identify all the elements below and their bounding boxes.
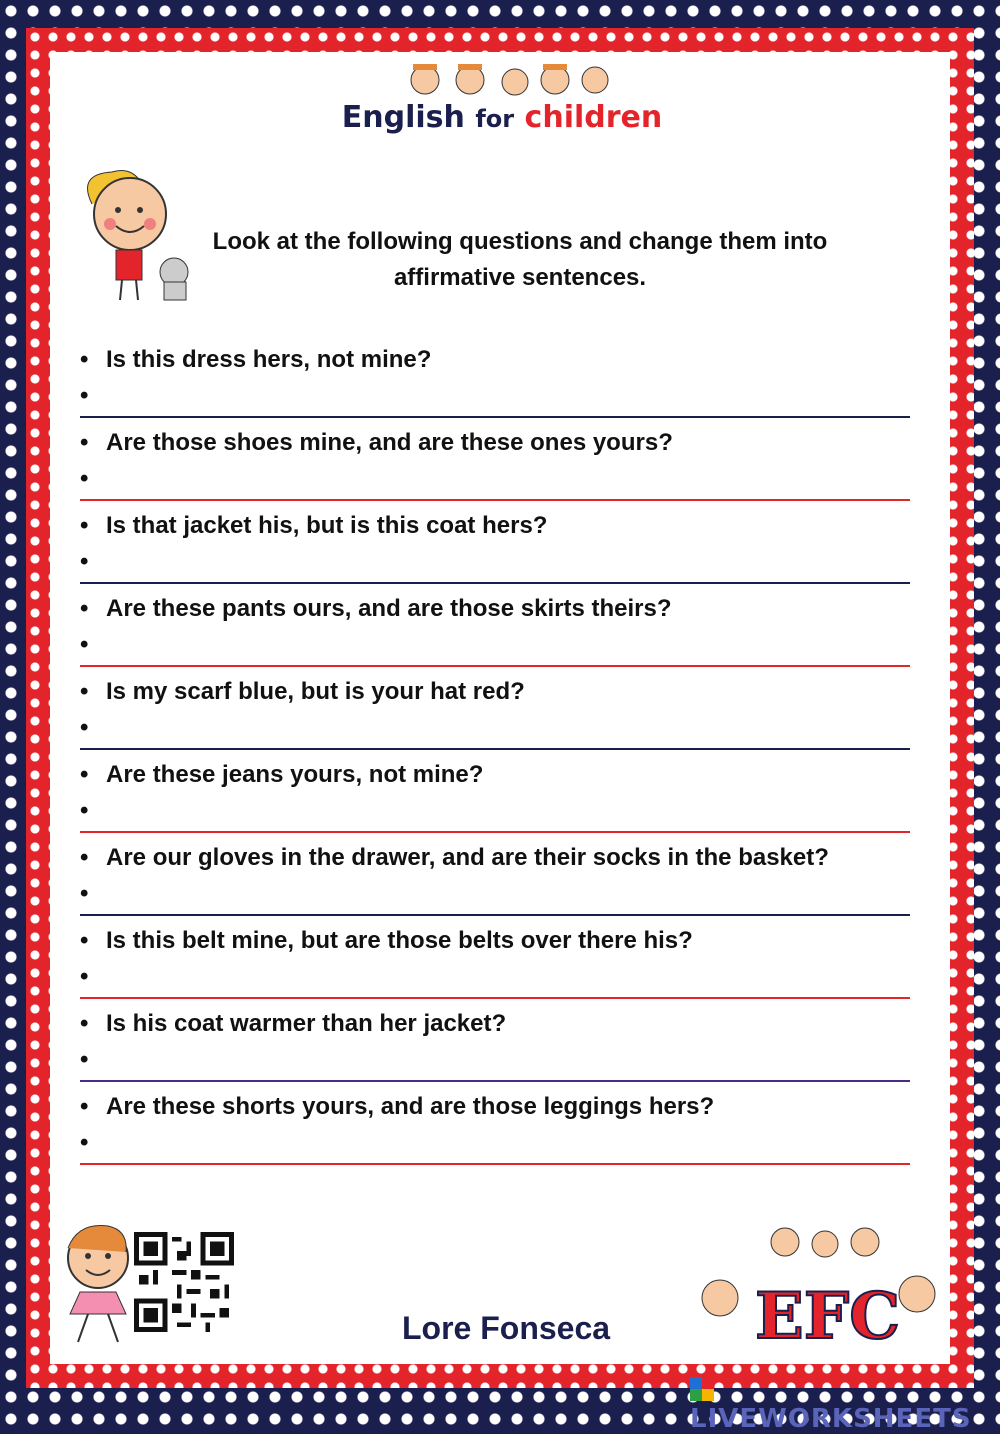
question-item	[80, 1093, 714, 1121]
liveworksheets-watermark	[690, 1374, 1000, 1434]
bullet: •	[80, 714, 89, 741]
logo-word-english: English	[341, 100, 465, 135]
author-name: Lore Fonseca	[402, 1310, 611, 1346]
bullet: •	[80, 382, 89, 409]
bullet: •	[80, 1010, 89, 1037]
instructions-text: Look at the following questions and change them into affirmative sentences.	[212, 228, 828, 291]
dancing-girl-illustration	[28, 1218, 140, 1348]
bullet: •	[80, 761, 89, 788]
bullet: •	[80, 548, 89, 575]
answer-line[interactable]	[80, 714, 910, 750]
brand-logo	[312, 100, 692, 135]
question-text: Are these shorts yours, and are those leggings hers?	[106, 1093, 715, 1120]
question-text: Are our gloves in the drawer, and are their socks in the basket?	[106, 844, 829, 871]
answer-line[interactable]	[80, 382, 910, 418]
answer-rule	[80, 1080, 910, 1082]
question-text: Are these jeans yours, not mine?	[106, 761, 484, 788]
answer-rule	[80, 748, 910, 750]
question-item	[80, 429, 673, 457]
bullet: •	[80, 927, 89, 954]
question-item	[80, 346, 431, 374]
efc-badge-text: EFC	[755, 1279, 901, 1350]
answer-line[interactable]	[80, 797, 910, 833]
worksheet-page	[50, 52, 950, 1364]
question-item	[80, 595, 672, 623]
answer-line[interactable]	[80, 548, 910, 584]
question-item	[80, 678, 525, 706]
question-text: Is this belt mine, but are those belts over there his?	[106, 927, 693, 954]
answer-rule	[80, 831, 910, 833]
bullet: •	[80, 465, 89, 492]
bullet: •	[80, 797, 89, 824]
answer-rule	[80, 582, 910, 584]
watermark-text: LIVEWORKSHEETS	[690, 1404, 972, 1434]
question-text: Is his coat warmer than her jacket?	[106, 1010, 507, 1037]
bullet: •	[80, 1093, 89, 1120]
bullet: •	[80, 844, 89, 871]
question-item	[80, 761, 483, 789]
answer-rule	[80, 416, 910, 418]
answer-line[interactable]	[80, 880, 910, 916]
kids-illustration	[395, 58, 615, 102]
bullet: •	[80, 1046, 89, 1073]
answer-line[interactable]	[80, 465, 910, 501]
answer-rule	[80, 1163, 910, 1165]
bullet: •	[80, 512, 89, 539]
bullet: •	[80, 429, 89, 456]
question-item	[80, 844, 829, 872]
efc-badge	[695, 1220, 945, 1350]
answer-line[interactable]	[80, 963, 910, 999]
logo-word-for: for	[475, 105, 515, 133]
qr-code[interactable]	[134, 1232, 234, 1332]
bullet: •	[80, 346, 89, 373]
bullet: •	[80, 631, 89, 658]
answer-line[interactable]	[80, 631, 910, 667]
question-text: Are those shoes mine, and are these ones yours?	[106, 429, 673, 456]
bullet: •	[80, 963, 89, 990]
question-text: Is my scarf blue, but is your hat red?	[106, 678, 525, 705]
question-item	[80, 1010, 506, 1038]
liveworksheets-logo-icon	[690, 1377, 714, 1401]
question-text: Is this dress hers, not mine?	[106, 346, 432, 373]
answer-rule	[80, 499, 910, 501]
answer-line[interactable]	[80, 1046, 910, 1082]
logo-word-children: children	[524, 100, 663, 135]
bullet: •	[80, 1129, 89, 1156]
question-item	[80, 927, 693, 955]
answer-line[interactable]	[80, 1129, 910, 1165]
answer-rule	[80, 665, 910, 667]
bullet: •	[80, 595, 89, 622]
question-text: Are these pants ours, and are those skirts theirs?	[106, 595, 672, 622]
answer-rule	[80, 997, 910, 999]
bullet: •	[80, 678, 89, 705]
question-text: Is that jacket his, but is this coat hers?	[106, 512, 548, 539]
answer-rule	[80, 914, 910, 916]
question-item	[80, 512, 547, 540]
bullet: •	[80, 880, 89, 907]
